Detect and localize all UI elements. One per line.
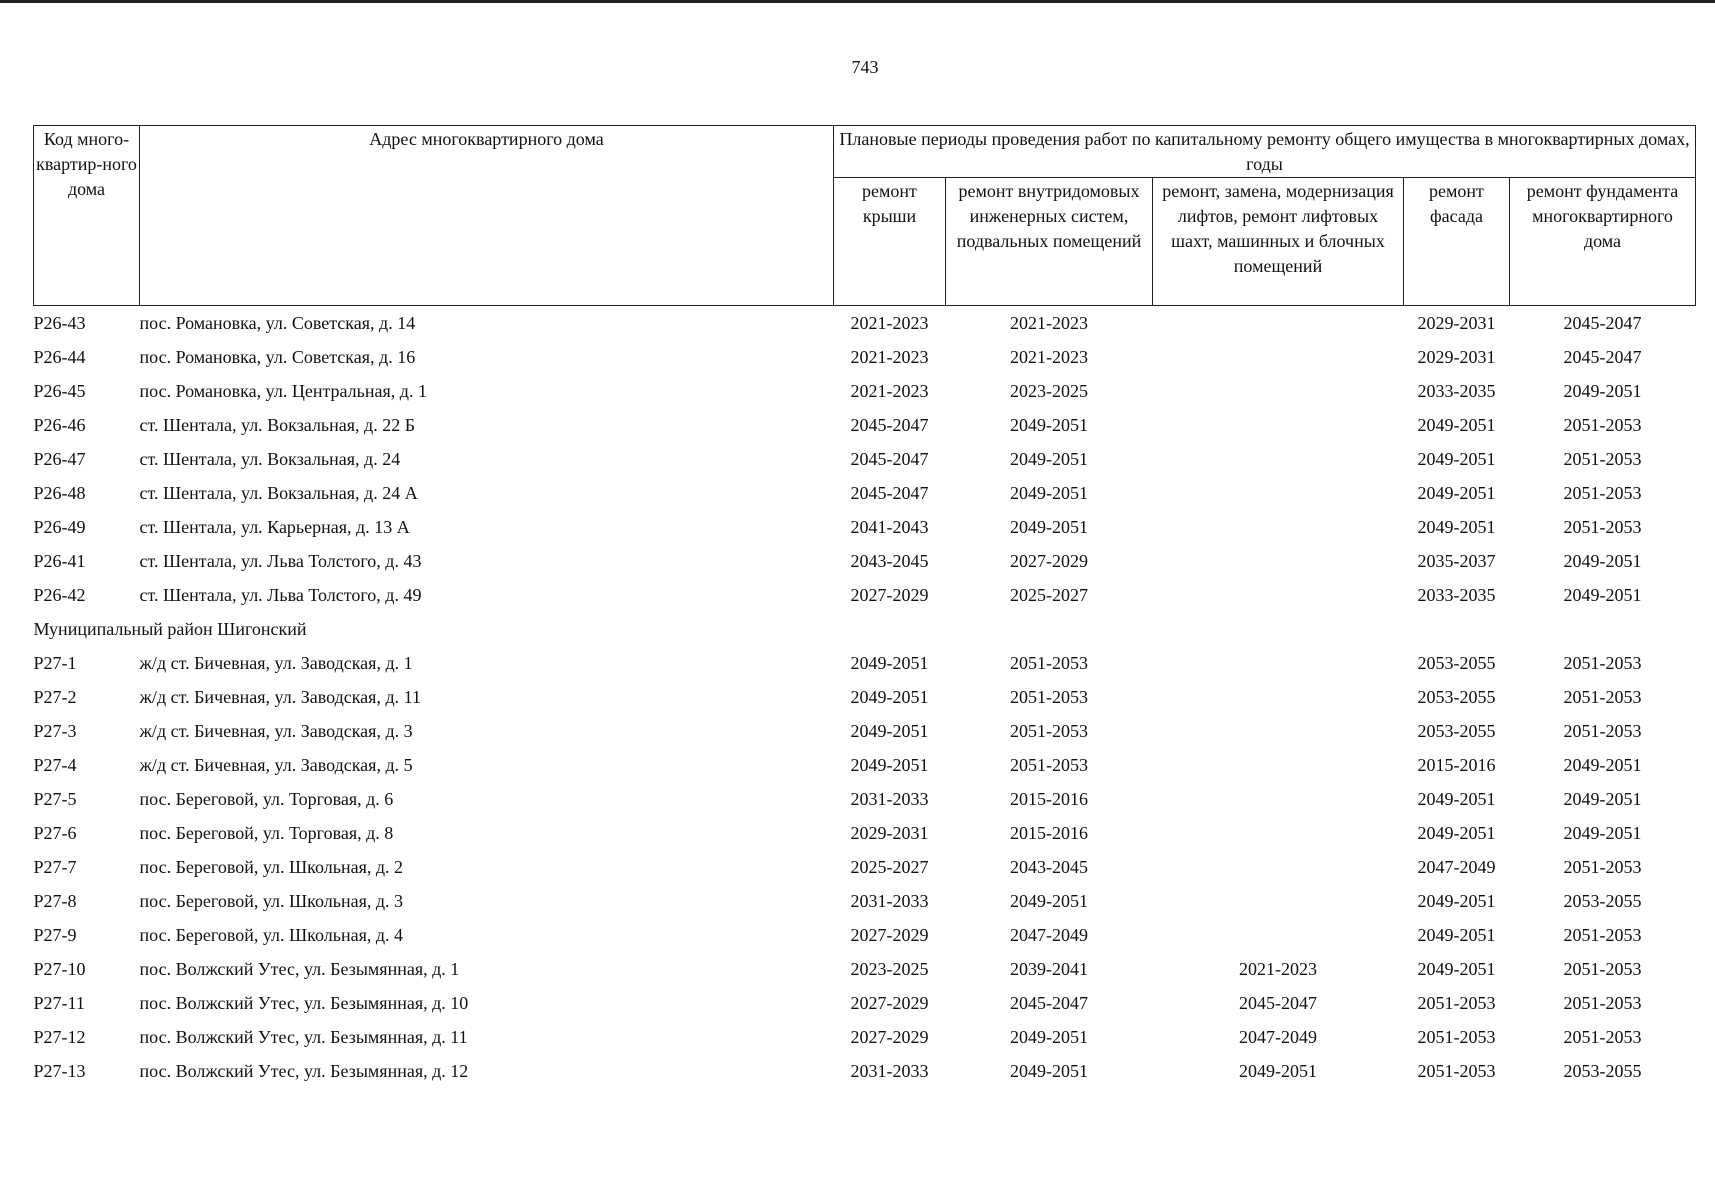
cell-facade: 2053-2055 — [1417, 687, 1496, 707]
header-lifts: ремонт, замена, модернизация лифтов, ремонт лифтовых шахт, машинных и блочных помещений — [1153, 178, 1404, 306]
district-row — [34, 612, 1696, 646]
cell-code: Р27-5 — [33, 789, 77, 809]
district-name: Муниципальный район Шигонский — [33, 619, 307, 639]
cell-facade: 2035-2037 — [1417, 551, 1496, 571]
cell-lifts: 2045-2047 — [1239, 993, 1317, 1013]
cell-foundation: 2045-2047 — [1563, 313, 1642, 333]
table-row — [34, 646, 1696, 680]
table-row — [34, 952, 1696, 986]
table-row — [34, 884, 1696, 918]
cell-roof: 2049-2051 — [850, 755, 929, 775]
table-row — [34, 850, 1696, 884]
table-row — [34, 1020, 1696, 1054]
cell-systems: 2045-2047 — [1010, 993, 1088, 1013]
cell-facade: 2029-2031 — [1417, 347, 1496, 367]
cell-foundation: 2051-2053 — [1563, 517, 1642, 537]
cell-foundation: 2049-2051 — [1563, 823, 1642, 843]
page-number: 743 — [851, 57, 879, 77]
table-row — [34, 544, 1696, 578]
table-row — [34, 748, 1696, 782]
cell-facade: 2033-2035 — [1417, 585, 1496, 605]
cell-foundation: 2051-2053 — [1563, 483, 1642, 503]
cell-foundation: 2053-2055 — [1563, 1061, 1642, 1081]
cell-lifts: 2047-2049 — [1239, 1027, 1317, 1047]
cell-foundation: 2045-2047 — [1563, 347, 1642, 367]
cell-facade: 2049-2051 — [1417, 449, 1496, 469]
cell-systems: 2015-2016 — [1010, 823, 1088, 843]
cell-code: Р26-45 — [33, 381, 86, 401]
cell-lifts — [1153, 476, 1404, 510]
cell-facade: 2049-2051 — [1417, 789, 1496, 809]
cell-facade: 2049-2051 — [1417, 823, 1496, 843]
cell-address: пос. Береговой, ул. Школьная, д. 4 — [139, 925, 404, 945]
cell-roof: 2029-2031 — [850, 823, 929, 843]
cell-lifts — [1153, 408, 1404, 442]
cell-facade: 2049-2051 — [1417, 415, 1496, 435]
cell-foundation: 2051-2053 — [1563, 1027, 1642, 1047]
cell-address: пос. Береговой, ул. Школьная, д. 3 — [139, 891, 404, 911]
table-row — [34, 442, 1696, 476]
cell-systems: 2039-2041 — [1010, 959, 1088, 979]
cell-code: Р26-47 — [33, 449, 86, 469]
table-row — [34, 306, 1696, 341]
cell-foundation: 2051-2053 — [1563, 653, 1642, 673]
cell-lifts — [1153, 714, 1404, 748]
header-foundation: ремонт фундамента многоквартирного дома — [1510, 178, 1696, 306]
header-periods-group: Плановые периоды проведения работ по капитальному ремонту общего имущества в многоквартирных домах, годы — [834, 126, 1696, 178]
cell-foundation: 2049-2051 — [1563, 755, 1642, 775]
cell-facade: 2053-2055 — [1417, 721, 1496, 741]
cell-roof: 2021-2023 — [850, 381, 929, 401]
table-row — [34, 714, 1696, 748]
cell-roof: 2049-2051 — [850, 687, 929, 707]
cell-facade: 2049-2051 — [1417, 925, 1496, 945]
cell-roof: 2021-2023 — [850, 347, 929, 367]
cell-code: Р27-10 — [33, 959, 86, 979]
cell-facade: 2049-2051 — [1417, 483, 1496, 503]
cell-systems: 2051-2053 — [1010, 721, 1088, 741]
table-row — [34, 374, 1696, 408]
table-header — [34, 126, 1696, 306]
cell-address: пос. Волжский Утес, ул. Безымянная, д. 12 — [139, 1061, 469, 1081]
cell-foundation: 2049-2051 — [1563, 381, 1642, 401]
top-rule — [0, 0, 1715, 3]
cell-address: ст. Шентала, ул. Льва Толстого, д. 49 — [139, 585, 422, 605]
cell-roof: 2045-2047 — [850, 483, 929, 503]
cell-systems: 2049-2051 — [1010, 483, 1088, 503]
table-row — [34, 680, 1696, 714]
cell-code: Р26-49 — [33, 517, 86, 537]
table-row — [34, 918, 1696, 952]
cell-facade: 2051-2053 — [1417, 993, 1496, 1013]
cell-foundation: 2051-2053 — [1563, 415, 1642, 435]
cell-roof: 2031-2033 — [850, 1061, 929, 1081]
cell-systems: 2049-2051 — [1010, 1061, 1088, 1081]
cell-systems: 2049-2051 — [1010, 415, 1088, 435]
cell-systems: 2021-2023 — [1010, 347, 1088, 367]
table-row — [34, 340, 1696, 374]
cell-code: Р26-48 — [33, 483, 86, 503]
cell-systems: 2049-2051 — [1010, 449, 1088, 469]
table-row — [34, 986, 1696, 1020]
cell-systems: 2015-2016 — [1010, 789, 1088, 809]
capital-repair-table — [33, 125, 1696, 1088]
cell-address: ж/д ст. Бичевная, ул. Заводская, д. 1 — [139, 653, 413, 673]
cell-foundation: 2051-2053 — [1563, 449, 1642, 469]
cell-code: Р26-42 — [33, 585, 86, 605]
cell-roof: 2027-2029 — [850, 1027, 929, 1047]
cell-code: Р27-11 — [33, 993, 85, 1013]
cell-address: пос. Волжский Утес, ул. Безымянная, д. 1 — [139, 959, 460, 979]
cell-lifts — [1153, 374, 1404, 408]
cell-address: ст. Шентала, ул. Вокзальная, д. 24 — [139, 449, 401, 469]
cell-systems: 2023-2025 — [1010, 381, 1088, 401]
cell-systems: 2051-2053 — [1010, 653, 1088, 673]
cell-code: Р26-43 — [33, 313, 86, 333]
cell-systems: 2021-2023 — [1010, 313, 1088, 333]
cell-roof: 2027-2029 — [850, 993, 929, 1013]
cell-facade: 2051-2053 — [1417, 1027, 1496, 1047]
header-facade: ремонт фасада — [1404, 178, 1510, 306]
cell-systems: 2049-2051 — [1010, 517, 1088, 537]
cell-roof: 2045-2047 — [850, 449, 929, 469]
cell-roof: 2027-2029 — [850, 925, 929, 945]
cell-code: Р27-1 — [33, 653, 77, 673]
cell-code: Р27-13 — [33, 1061, 86, 1081]
cell-lifts — [1153, 816, 1404, 850]
cell-systems: 2051-2053 — [1010, 755, 1088, 775]
cell-code: Р27-4 — [33, 755, 77, 775]
cell-foundation: 2051-2053 — [1563, 993, 1642, 1013]
cell-address: ж/д ст. Бичевная, ул. Заводская, д. 3 — [139, 721, 413, 741]
cell-lifts — [1153, 578, 1404, 612]
cell-systems: 2043-2045 — [1010, 857, 1088, 877]
cell-roof: 2043-2045 — [850, 551, 929, 571]
cell-code: Р27-7 — [33, 857, 77, 877]
cell-lifts — [1153, 340, 1404, 374]
cell-facade: 2029-2031 — [1417, 313, 1496, 333]
header-systems: ремонт внутридомовых инженерных систем, подвальных помещений — [946, 178, 1153, 306]
cell-code: Р27-9 — [33, 925, 77, 945]
table-row — [34, 782, 1696, 816]
cell-address: ст. Шентала, ул. Вокзальная, д. 22 Б — [139, 415, 416, 435]
cell-lifts — [1153, 748, 1404, 782]
cell-foundation: 2053-2055 — [1563, 891, 1642, 911]
cell-facade: 2033-2035 — [1417, 381, 1496, 401]
cell-systems: 2047-2049 — [1010, 925, 1088, 945]
cell-address: пос. Береговой, ул. Торговая, д. 8 — [139, 823, 394, 843]
table-row — [34, 816, 1696, 850]
cell-foundation: 2051-2053 — [1563, 721, 1642, 741]
cell-systems: 2051-2053 — [1010, 687, 1088, 707]
cell-lifts — [1153, 544, 1404, 578]
cell-foundation: 2051-2053 — [1563, 959, 1642, 979]
table-body — [34, 306, 1696, 1089]
cell-roof: 2023-2025 — [850, 959, 929, 979]
cell-roof: 2049-2051 — [850, 653, 929, 673]
cell-foundation: 2049-2051 — [1563, 789, 1642, 809]
cell-roof: 2031-2033 — [850, 891, 929, 911]
cell-facade: 2015-2016 — [1417, 755, 1496, 775]
cell-systems: 2025-2027 — [1010, 585, 1088, 605]
cell-systems: 2027-2029 — [1010, 551, 1088, 571]
cell-address: пос. Романовка, ул. Советская, д. 14 — [139, 313, 416, 333]
cell-lifts — [1153, 510, 1404, 544]
cell-lifts — [1153, 680, 1404, 714]
cell-lifts — [1153, 442, 1404, 476]
cell-address: ст. Шентала, ул. Льва Толстого, д. 43 — [139, 551, 422, 571]
cell-foundation: 2051-2053 — [1563, 925, 1642, 945]
table-row — [34, 476, 1696, 510]
cell-address: пос. Романовка, ул. Советская, д. 16 — [139, 347, 416, 367]
cell-roof: 2021-2023 — [850, 313, 929, 333]
cell-roof: 2045-2047 — [850, 415, 929, 435]
cell-foundation: 2051-2053 — [1563, 857, 1642, 877]
cell-lifts — [1153, 850, 1404, 884]
cell-foundation: 2049-2051 — [1563, 585, 1642, 605]
cell-roof: 2027-2029 — [850, 585, 929, 605]
cell-facade: 2047-2049 — [1417, 857, 1496, 877]
cell-facade: 2051-2053 — [1417, 1061, 1496, 1081]
cell-roof: 2031-2033 — [850, 789, 929, 809]
cell-address: ст. Шентала, ул. Карьерная, д. 13 А — [139, 517, 410, 537]
cell-address: ст. Шентала, ул. Вокзальная, д. 24 А — [139, 483, 418, 503]
cell-code: Р27-6 — [33, 823, 77, 843]
cell-address: ж/д ст. Бичевная, ул. Заводская, д. 5 — [139, 755, 413, 775]
cell-facade: 2053-2055 — [1417, 653, 1496, 673]
cell-lifts — [1153, 884, 1404, 918]
cell-foundation: 2051-2053 — [1563, 687, 1642, 707]
cell-lifts — [1153, 306, 1404, 341]
cell-lifts: 2021-2023 — [1239, 959, 1317, 979]
cell-address: пос. Волжский Утес, ул. Безымянная, д. 11 — [139, 1027, 468, 1047]
cell-roof: 2041-2043 — [850, 517, 929, 537]
cell-code: Р26-44 — [33, 347, 86, 367]
cell-lifts: 2049-2051 — [1239, 1061, 1317, 1081]
cell-roof: 2049-2051 — [850, 721, 929, 741]
cell-code: Р27-8 — [33, 891, 77, 911]
cell-address: пос. Береговой, ул. Торговая, д. 6 — [139, 789, 394, 809]
cell-lifts — [1153, 646, 1404, 680]
table-row — [34, 408, 1696, 442]
cell-lifts — [1153, 782, 1404, 816]
table-row — [34, 1054, 1696, 1088]
cell-roof: 2025-2027 — [850, 857, 929, 877]
cell-code: Р27-3 — [33, 721, 77, 741]
cell-code: Р26-41 — [33, 551, 86, 571]
cell-address: пос. Волжский Утес, ул. Безымянная, д. 10 — [139, 993, 469, 1013]
table-row — [34, 510, 1696, 544]
cell-facade: 2049-2051 — [1417, 959, 1496, 979]
table-row — [34, 578, 1696, 612]
cell-address: ж/д ст. Бичевная, ул. Заводская, д. 11 — [139, 687, 421, 707]
cell-facade: 2049-2051 — [1417, 517, 1496, 537]
cell-address: пос. Романовка, ул. Центральная, д. 1 — [139, 381, 427, 401]
header-address: Адрес многоквартирного дома — [140, 126, 834, 306]
cell-code: Р27-12 — [33, 1027, 86, 1047]
cell-code: Р26-46 — [33, 415, 86, 435]
cell-code: Р27-2 — [33, 687, 77, 707]
cell-systems: 2049-2051 — [1010, 891, 1088, 911]
cell-systems: 2049-2051 — [1010, 1027, 1088, 1047]
header-roof: ремонт крыши — [834, 178, 946, 306]
cell-lifts — [1153, 918, 1404, 952]
header-code: Код много-квартир-ного дома — [34, 126, 140, 306]
cell-facade: 2049-2051 — [1417, 891, 1496, 911]
cell-foundation: 2049-2051 — [1563, 551, 1642, 571]
cell-address: пос. Береговой, ул. Школьная, д. 2 — [139, 857, 404, 877]
